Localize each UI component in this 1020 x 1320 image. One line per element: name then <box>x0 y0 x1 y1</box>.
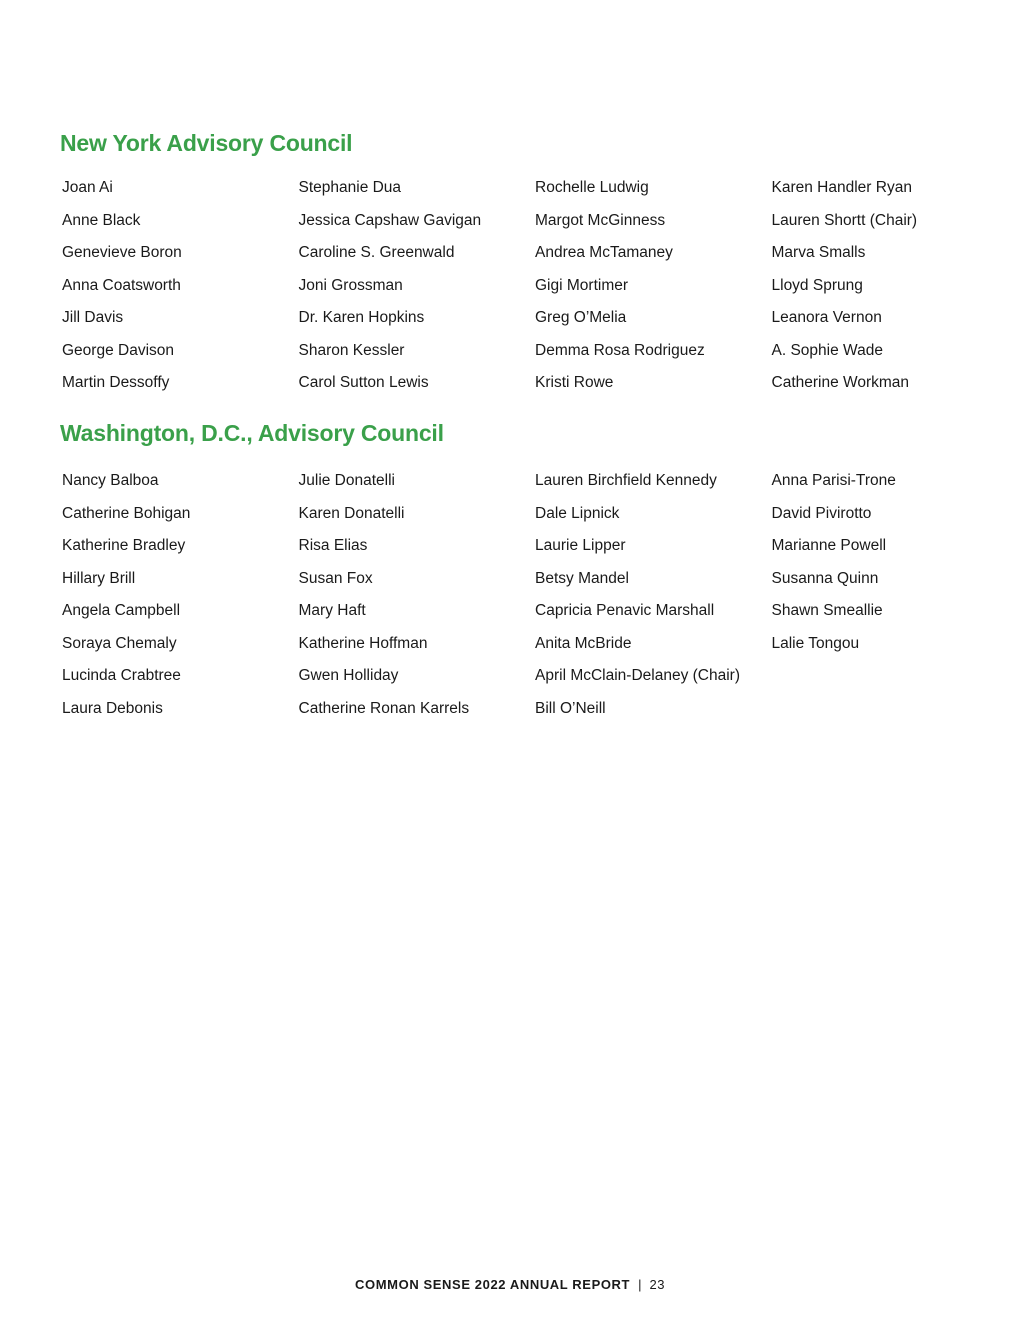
member-columns <box>62 172 980 400</box>
section-title: Washington, D.C., Advisory Council <box>60 420 444 446</box>
member-name: Laura Debonis <box>62 699 163 717</box>
member-name: Dr. Karen Hopkins <box>298 309 425 326</box>
member-column <box>62 172 299 400</box>
member-column <box>535 465 772 725</box>
member-name: Betsy Mandel <box>535 569 629 587</box>
member-name: Susanna Quinn <box>771 569 879 587</box>
member-name: Hillary Brill <box>62 569 136 587</box>
member-name: Mary Haft <box>298 602 366 619</box>
member-name: A. Sophie Wade <box>771 341 883 359</box>
member-name: Gigi Mortimer <box>535 276 629 294</box>
member-columns <box>62 465 980 725</box>
member-name: Leanora Vernon <box>771 309 882 326</box>
member-name: Lucinda Crabtree <box>62 667 181 684</box>
member-column <box>535 172 772 400</box>
washington-dc-advisory-council <box>60 418 980 725</box>
new-york-advisory-council <box>60 128 980 400</box>
member-column <box>772 465 1009 725</box>
member-name: Marva Smalls <box>771 244 866 261</box>
member-column <box>299 172 536 400</box>
member-name: Katherine Hoffman <box>298 634 428 652</box>
member-name: Anne Black <box>62 211 141 229</box>
page-number: 23 <box>649 1277 665 1292</box>
member-name: Caroline S. Greenwald <box>298 244 455 261</box>
member-name: Risa Elias <box>298 537 368 554</box>
section-title: New York Advisory Council <box>60 130 353 156</box>
member-name: Karen Handler Ryan <box>771 179 912 196</box>
member-name: Sharon Kessler <box>298 341 405 359</box>
member-name: Andrea McTamaney <box>535 244 673 261</box>
member-name: Martin Dessoffy <box>62 374 170 391</box>
member-name: Joan Ai <box>62 179 113 196</box>
member-name: Jill Davis <box>62 309 124 326</box>
member-name: Kristi Rowe <box>535 374 614 391</box>
member-name: Greg O’Melia <box>535 309 627 326</box>
member-name: Gwen Holliday <box>298 667 399 684</box>
member-column <box>299 465 536 725</box>
member-name: Soraya Chemaly <box>62 634 177 652</box>
member-name: Catherine Workman <box>771 374 910 391</box>
member-name: Julie Donatelli <box>298 472 395 489</box>
page-footer <box>0 1276 1020 1294</box>
report-title: COMMON SENSE 2022 ANNUAL REPORT <box>355 1277 631 1292</box>
member-name: Dale Lipnick <box>535 504 620 522</box>
member-name: Anna Parisi-Trone <box>771 472 896 489</box>
member-name: Anna Coatsworth <box>62 276 181 294</box>
member-name: Shawn Smeallie <box>771 602 883 619</box>
member-name: Lloyd Sprung <box>771 276 863 294</box>
member-name: April McClain-Delaney (Chair) <box>535 667 740 684</box>
member-name: Susan Fox <box>298 569 373 587</box>
member-name: Catherine Bohigan <box>62 504 191 522</box>
member-name: Lauren Birchfield Kennedy <box>535 472 717 489</box>
footer-separator: | <box>638 1277 642 1292</box>
member-name: Catherine Ronan Karrels <box>298 699 470 717</box>
member-name: Anita McBride <box>535 634 632 652</box>
member-name: Carol Sutton Lewis <box>298 374 429 391</box>
member-name: Margot McGinness <box>535 211 666 229</box>
member-name: Karen Donatelli <box>298 504 405 522</box>
member-column <box>62 465 299 725</box>
member-name: Angela Campbell <box>62 602 181 619</box>
member-name: Genevieve Boron <box>62 244 182 261</box>
member-name: Joni Grossman <box>298 276 403 294</box>
member-name: Capricia Penavic Marshall <box>535 602 715 619</box>
member-name: Stephanie Dua <box>298 179 402 196</box>
member-name: Lauren Shortt (Chair) <box>771 211 918 229</box>
member-name: Demma Rosa Rodriguez <box>535 341 705 359</box>
member-name: Rochelle Ludwig <box>535 179 649 196</box>
member-name: Jessica Capshaw Gavigan <box>298 211 482 229</box>
member-name: Nancy Balboa <box>62 472 159 489</box>
member-name: Bill O’Neill <box>535 699 606 717</box>
member-column <box>772 172 1009 400</box>
member-name: Laurie Lipper <box>535 537 626 554</box>
member-name: Marianne Powell <box>771 537 887 554</box>
member-name: George Davison <box>62 341 175 359</box>
member-name: Katherine Bradley <box>62 537 186 554</box>
member-name: Lalie Tongou <box>771 634 860 652</box>
member-name: David Pivirotto <box>771 504 872 522</box>
